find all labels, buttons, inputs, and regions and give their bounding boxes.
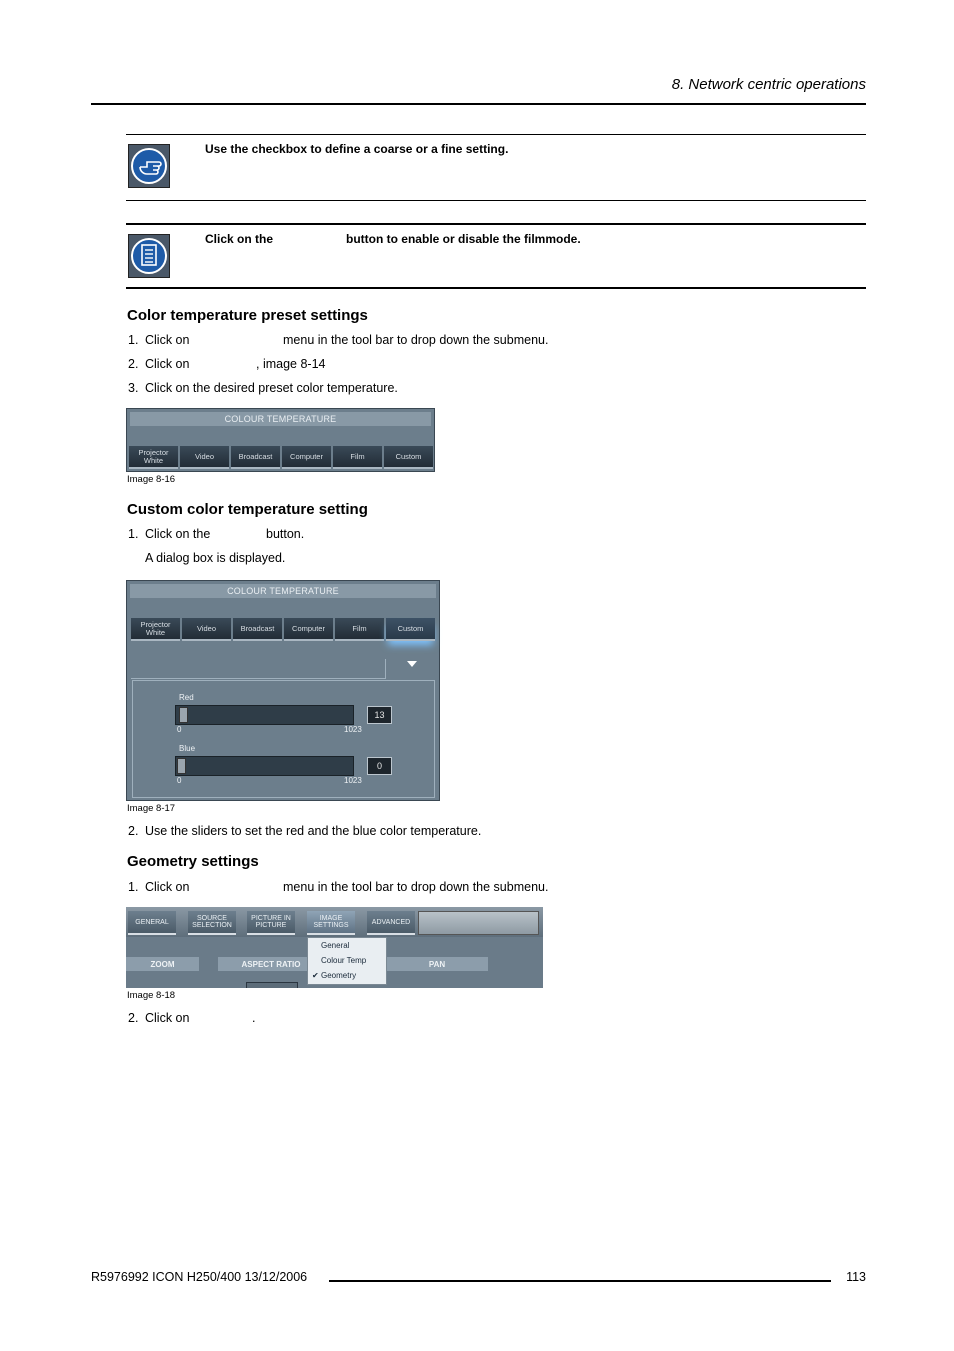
step-number: 1. [128,527,139,541]
dropdown-item-general[interactable]: General [321,941,350,950]
chevron-down-icon[interactable] [407,661,417,667]
projector-white-button[interactable]: Projector White [129,446,178,469]
section-heading: Geometry settings [127,853,259,870]
zoom-tab[interactable]: ZOOM [126,957,199,971]
computer-button[interactable]: Computer [282,446,331,469]
red-max-label: 1023 [344,725,362,734]
figure-caption: Image 8-18 [127,990,176,1001]
custom-colour-temperature-dialog [126,580,440,801]
broadcast-button[interactable]: Broadcast [233,618,282,641]
step-number: 3. [128,381,139,395]
note-bottom-rule [126,287,866,289]
menu-source-selection[interactable]: SOURCE SELECTION [188,911,236,935]
blue-slider-handle[interactable] [177,758,186,774]
red-min-label: 0 [177,725,182,734]
custom-button[interactable]: Custom [384,446,433,469]
step-number: 2. [128,1011,139,1025]
menu-bar-filler [418,911,539,935]
hand-pointing-icon [128,144,170,188]
footer-doc-info: R5976992 ICON H250/400 13/12/2006 [91,1270,308,1284]
red-slider[interactable] [175,705,354,725]
computer-button[interactable]: Computer [284,618,333,641]
dropdown-item-colour-temp[interactable]: Colour Temp [321,956,367,965]
image-settings-dropdown [307,937,387,985]
blue-max-label: 1023 [344,776,362,785]
film-button[interactable]: Film [335,618,384,641]
field-stub [246,982,298,988]
panel-title: COLOUR TEMPERATURE [130,584,436,598]
step-number: 2. [128,824,139,838]
step-text: Click on [145,357,190,371]
colour-temperature-panel [126,408,435,472]
footer-rule [329,1280,831,1282]
mode-field[interactable] [131,659,386,679]
document-icon [128,234,170,278]
pan-tab[interactable]: PAN [386,957,488,971]
blue-label: Blue [179,744,196,753]
step-number: 1. [128,880,139,894]
page-number: 113 [846,1270,866,1284]
step-text: Click on [145,333,190,347]
aspect-ratio-tab[interactable]: ASPECT RATIO [218,957,324,971]
projector-white-button[interactable]: Projector White [131,618,180,641]
note-top-rule [126,134,866,135]
note-text-after: button to enable or disable the filmmode. [346,232,581,246]
note-text: Use the checkbox to define a coarse or a fine setting. [205,142,509,156]
step-text: Click on [145,880,190,894]
header-rule [91,103,866,105]
image-settings-menu-screenshot [126,907,543,988]
video-button[interactable]: Video [180,446,229,469]
blue-min-label: 0 [177,776,182,785]
menu-image-settings[interactable]: IMAGE SETTINGS [307,911,355,935]
red-label: Red [179,693,194,702]
red-value-box[interactable]: 13 [367,706,392,724]
custom-button[interactable]: Custom [386,618,435,641]
step-text: Use the sliders to set the red and the blue color temperature. [145,824,482,838]
blue-slider[interactable] [175,756,354,776]
red-slider-handle[interactable] [179,707,188,723]
step-text: button. [266,527,305,541]
step-text: Click on the desired preset color temperature. [145,381,398,395]
checkmark-icon: ✔ [312,971,319,980]
note-bottom-rule [126,200,866,201]
film-button[interactable]: Film [333,446,382,469]
menu-advanced[interactable]: ADVANCED [367,911,415,935]
step-text: . [252,1011,256,1025]
figure-caption: Image 8-16 [127,474,176,485]
step-text: Click on the [145,527,211,541]
section-heading: Custom color temperature setting [127,501,368,518]
menu-general[interactable]: GENERAL [128,911,176,935]
dropdown-item-geometry[interactable]: Geometry [321,971,357,980]
note-text-before: Click on the [205,232,274,246]
section-heading: Color temperature preset settings [127,307,368,324]
broadcast-button[interactable]: Broadcast [231,446,280,469]
panel-title: COLOUR TEMPERATURE [130,412,431,426]
step-text: , image 8-14 [256,357,326,371]
step-text: Click on [145,1011,190,1025]
chapter-title: 8. Network centric operations [671,76,866,93]
menu-picture-in-picture[interactable]: PICTURE IN PICTURE [247,911,295,935]
step-number: 2. [128,357,139,371]
step-result: A dialog box is displayed. [145,551,286,565]
step-number: 1. [128,333,139,347]
video-button[interactable]: Video [182,618,231,641]
step-text: menu in the tool bar to drop down the submenu. [283,333,549,347]
figure-caption: Image 8-17 [127,803,176,814]
step-text: menu in the tool bar to drop down the submenu. [283,880,549,894]
blue-value-box[interactable]: 0 [367,757,392,775]
note-top-rule [126,223,866,225]
